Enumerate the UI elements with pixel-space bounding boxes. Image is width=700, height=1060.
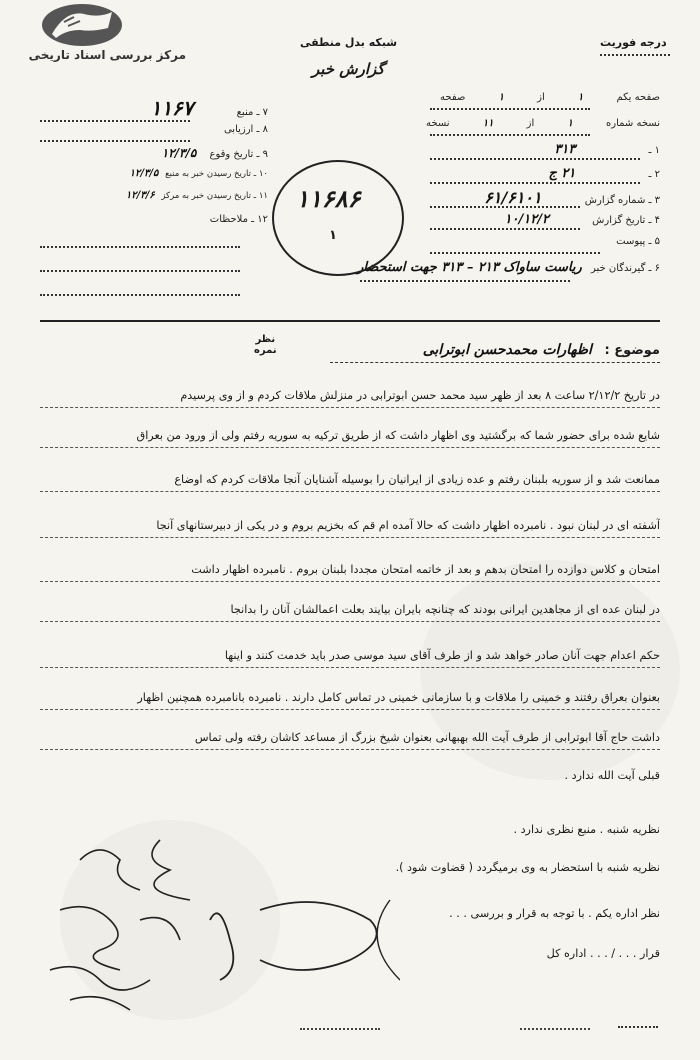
body-line: در تاریخ ۲/۱۲/۲ ساعت ۸ بعد از ظهر سید محمد حسن ابوترابی در منزلش ملاقات کردم و از وی پرسیدم [180,389,660,402]
stamp-number: ۱۱۶۸۶ [296,184,361,213]
field-recipients: ۶ ـ گیرندگان خبر ریاست ساواک ۲۱۳ – ۳۱۳ جهت استحضار [357,260,660,275]
field-remarks: ۱۲ ـ ملاحظات [209,214,268,225]
field-evaluation: ۸ ـ ارزیابی [223,124,268,135]
body-line: ممانعت شد و از سوریه بلبنان رفتم و عده زیادی از ایرانیان را بوسیله آشنایان آنجا ملاقات کردم که اوضاع [174,473,660,486]
body-line: آشفته ای در لبنان نبود . نامبرده اظهار داشت که حالا آمده ام قم که بخزیم بروم و در یکی از دبیرستانهای آنجا [156,519,660,532]
field-source: ۷ ـ منبع ۱۱۶۷ [150,96,268,120]
field-center-receipt-date: ۱۱ ـ تاریخ رسیدن خبر به مرکز ۱۲/۳/۶ [125,190,268,201]
body-line: بعنوان بعراق رفتند و خمینی را ملاقات و با سازمانی خمینی در تماس کامل دارند . نامبرده بانامبرده همچنین اظهار [137,691,660,704]
handwritten-signature-icon [200,880,400,1000]
body-line: حکم اعدام جهت آنان صادر خواهد شد و از طرف آقای سید موسی صدر باید خدمت کنند و اینها [224,649,660,662]
field-report-date: ۴ ـ تاریخ گزارش ۱۰/۱۲/۲ [504,212,660,227]
margin-note: نظر نمره [254,334,277,356]
handwritten-signature-icon [40,830,210,1020]
body-line: داشت حاج آقا ابوترابی از طرف آیت الله بهبهانی بعنوان شیخ بزرگ از مساعد کاشان رفته ولی تماس [194,731,660,744]
field-source-receipt-date: ۱۰ ـ تاریخ رسیدن خبر به منبع ۱۲/۳/۵ [129,168,268,179]
office-header: شبکه بدل منطقی [300,36,398,49]
subject-label: موضوع : [604,343,660,358]
body-line: قبلی آیت الله ندارد . [564,769,660,782]
field-2: ۲ ـ ۲۱ ج [548,166,660,181]
body-line: در لبنان عده ای از مجاهدین ایرانی بودند که چنانچه بایران بیایند بعلت اعمالشان آنان را بدانجا [230,603,660,616]
body-line: امتحان و کلاس دوازده را امتحان بدهم و بعد از خاتمه امتحان مجددا بلبنان بروم . نامبرده اظهار داشت [191,563,660,576]
archive-logo-icon [40,2,125,48]
stamp-sub: ۱ [329,228,337,243]
field-1: ۱ ـ ۳۱۳ [554,142,660,157]
field-report-number: ۳ ـ شماره گزارش ۶۱/۶۱۰۱ [484,188,660,207]
note-line: نظریه شنبه با استحضار به وی برمیگردد ( قضاوت شود ). [395,861,660,874]
classification-label: درجه فوریت [600,36,667,49]
field-page: صفحه یکم ۱ از ۱ صفحه [440,92,660,103]
subject-line [423,342,660,358]
circle-stamp-icon [272,160,404,276]
logo-text: مرکز بررسی اسناد تاریخی [28,48,186,62]
note-line: نظر اداره یکم . با توجه به قرار و بررسی . . . [449,907,660,920]
body-line: شایع شده برای حضور شما که برگشتید وی اظهار داشت که از طریق ترکیه به سوریه رفتم ولی از ورود من بعراق [136,429,660,442]
field-event-date: ۹ ـ تاریخ وقوع ۱۲/۳/۵ [161,146,268,160]
field-attachment: ۵ ـ پیوست [616,236,660,247]
report-title: گزارش خبر [312,60,385,78]
note-line: نظریه شنبه . منبع نظری ندارد . [513,823,660,836]
subject-value: اظهارات محمدحسن ابوترابی [422,342,592,358]
field-copy: نسخه شماره ۱ از ۱۱ نسخه [426,118,660,129]
note-line: قرار . . . / . . . اداره کل [546,947,660,960]
